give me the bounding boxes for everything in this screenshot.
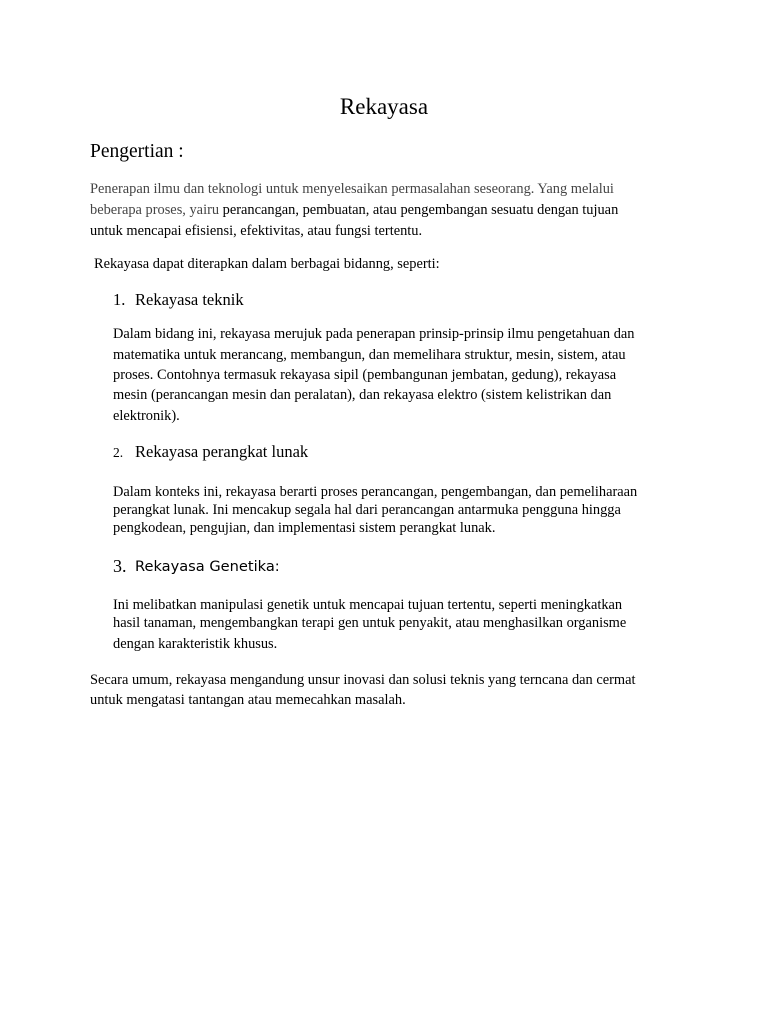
list-number-3: 3. [113,556,127,576]
intro-line-2-rest: perancangan, pembuatan, atau pengembangan sesuatu dengan tujuan [222,202,619,218]
section-1-line: mesin (perancangan mesin dan peralatan), dan rekayasa elektro (sistem kelistrikan dan [113,387,612,403]
document-title: Rekayasa [339,94,429,119]
list-number-2: 2. [113,445,124,460]
section-title-rekayasa-genetika: Rekayasa Genetika: [135,558,280,575]
list-number-1: 1. [113,290,126,309]
section-3-line: hasil tanaman, mengembangkan terapi gen untuk penyakit, atau menghasilkan organisme [113,615,627,631]
intro-line-2-muted: beberapa proses, yairu [90,202,223,218]
section-title-rekayasa-teknik: Rekayasa teknik [135,290,244,309]
lead-sentence: Rekayasa dapat diterapkan dalam berbagai bidanng, seperti: [94,256,440,272]
section-1-line: proses. Contohnya termasuk rekayasa sipil (pembangunan jembatan, gedung), rekayasa [113,367,617,383]
section-1-line: matematika untuk merancang, membangun, dan memelihara struktur, mesin, sistem, atau [113,347,626,363]
section-3-line: Ini melibatkan manipulasi genetik untuk mencapai tujuan tertentu, seperti meningkatkan [113,597,623,613]
section-2-line: perangkat lunak. Ini mencakup segala hal dari perancangan antarmuka pengguna hingga [113,502,621,518]
section-title-rekayasa-perangkat-lunak: Rekayasa perangkat lunak [135,442,309,461]
section-3-line: dengan karakteristik khusus. [113,636,278,652]
section-2-line: Dalam konteks ini, rekayasa berarti proses perancangan, pengembangan, dan pemeliharaan [113,484,638,500]
intro-line-1: Penerapan ilmu dan teknologi untuk menyelesaikan permasalahan seseorang. Yang melalui [90,181,614,197]
section-2-line: pengkodean, pengujian, dan implementasi sistem perangkat lunak. [113,520,496,536]
section-heading-pengertian: Pengertian : [90,141,184,162]
closing-line-2: untuk mengatasi tantangan atau memecahkan masalah. [90,692,406,708]
intro-line-3: untuk mencapai efisiensi, efektivitas, atau fungsi tertentu. [90,223,423,239]
section-1-line: Dalam bidang ini, rekayasa merujuk pada penerapan prinsip-prinsip ilmu pengetahuan dan [113,326,635,342]
closing-line-1: Secara umum, rekayasa mengandung unsur inovasi dan solusi teknis yang terncana dan cermat [90,672,636,688]
intro-line-2 [90,202,618,219]
section-1-line: elektronik). [113,408,180,424]
